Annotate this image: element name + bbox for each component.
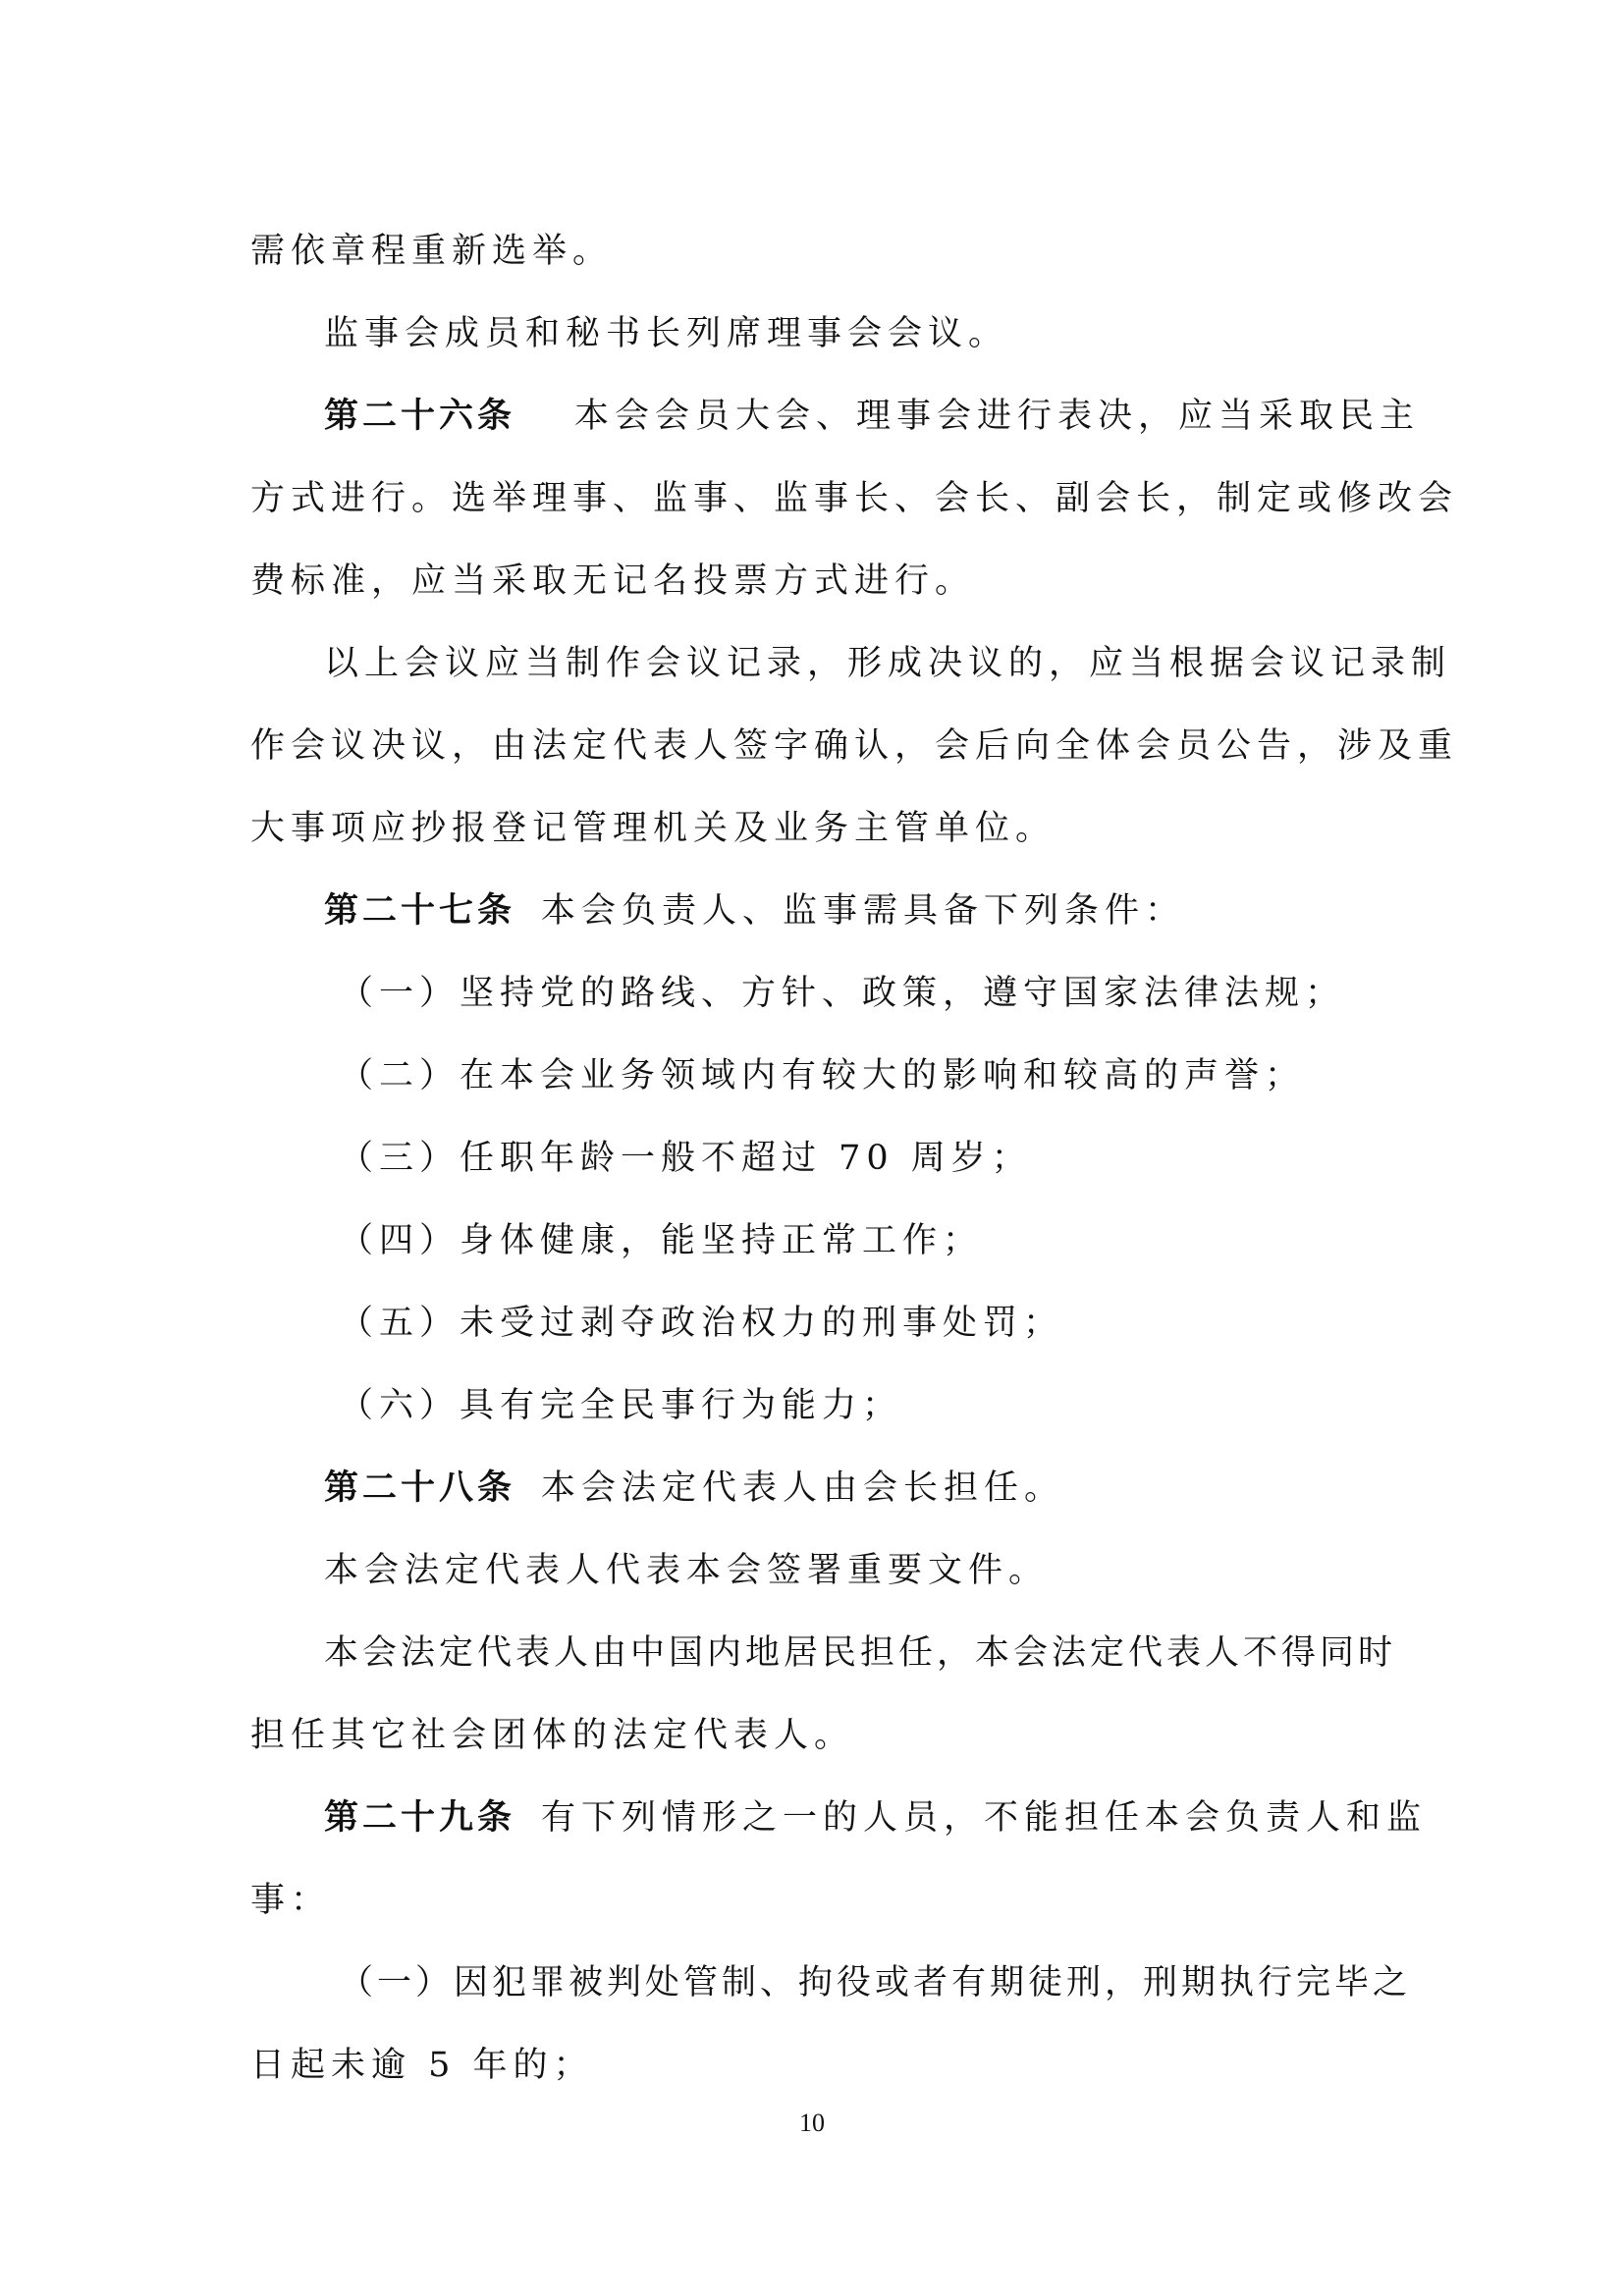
paragraph-line: 需依章程重新选举。 <box>250 232 614 271</box>
paragraph-line: 本会法定代表人由中国内地居民担任，本会法定代表人不得同时 <box>324 1633 1397 1673</box>
paragraph-line: 日起未逾 5 年的； <box>250 2046 594 2085</box>
paragraph-line: 担任其它社会团体的法定代表人。 <box>250 1716 855 1755</box>
article-heading: 第二十七条 <box>324 890 516 931</box>
paragraph-line: 作会议决议，由法定代表人签字确认，会后向全体会员公告，涉及重 <box>250 726 1459 766</box>
paragraph-line: 方式进行。选举理事、监事、监事长、会长、副会长，制定或修改会 <box>250 479 1459 518</box>
paragraph-text: 本会法定代表人由会长担任。 <box>541 1468 1065 1508</box>
paragraph-line: 大事项应抄报登记管理机关及业务主管单位。 <box>250 809 1056 848</box>
paragraph-line: 事： <box>250 1881 332 1920</box>
paragraph-line: 本会法定代表人代表本会签署重要文件。 <box>324 1551 1050 1590</box>
article-26-line <box>324 396 1421 436</box>
paragraph-text: 本会负责人、监事需具备下列条件： <box>541 891 1186 931</box>
article-heading: 第二十六条 <box>324 396 516 436</box>
paragraph-line: 费标准，应当采取无记名投票方式进行。 <box>250 561 976 601</box>
article-27-line <box>324 891 1389 931</box>
page-number: 10 <box>799 2109 825 2137</box>
list-item: （三）任职年龄一般不超过 70 周岁； <box>339 1139 1032 1178</box>
list-item: （二）在本会业务领域内有较大的影响和较高的声誉； <box>339 1056 1306 1095</box>
paragraph-text: 有下列情形之一的人员，不能担任本会负责人和监 <box>541 1798 1428 1838</box>
paragraph-line: 以上会议应当制作会议记录，形成决议的，应当根据会议记录制 <box>324 644 1452 683</box>
article-28-line <box>324 1468 1389 1508</box>
list-item: （五）未受过剥夺政治权力的刑事处罚； <box>339 1304 1064 1343</box>
list-item: （四）身体健康，能坚持正常工作； <box>339 1221 984 1260</box>
paragraph-line: 监事会成员和秘书长列席理事会会议。 <box>324 314 1009 353</box>
article-heading: 第二十九条 <box>324 1797 516 1838</box>
article-29-line <box>324 1797 1428 1838</box>
article-heading: 第二十八条 <box>324 1468 516 1508</box>
list-item: （六）具有完全民事行为能力； <box>339 1386 903 1425</box>
list-item: （一）因犯罪被判处管制、拘役或者有期徒刑，刑期执行完毕之 <box>339 1963 1412 2002</box>
list-item: （一）坚持党的路线、方针、政策，遵守国家法律法规； <box>339 974 1346 1013</box>
paragraph-text: 本会会员大会、理事会进行表决，应当采取民主 <box>574 397 1421 436</box>
